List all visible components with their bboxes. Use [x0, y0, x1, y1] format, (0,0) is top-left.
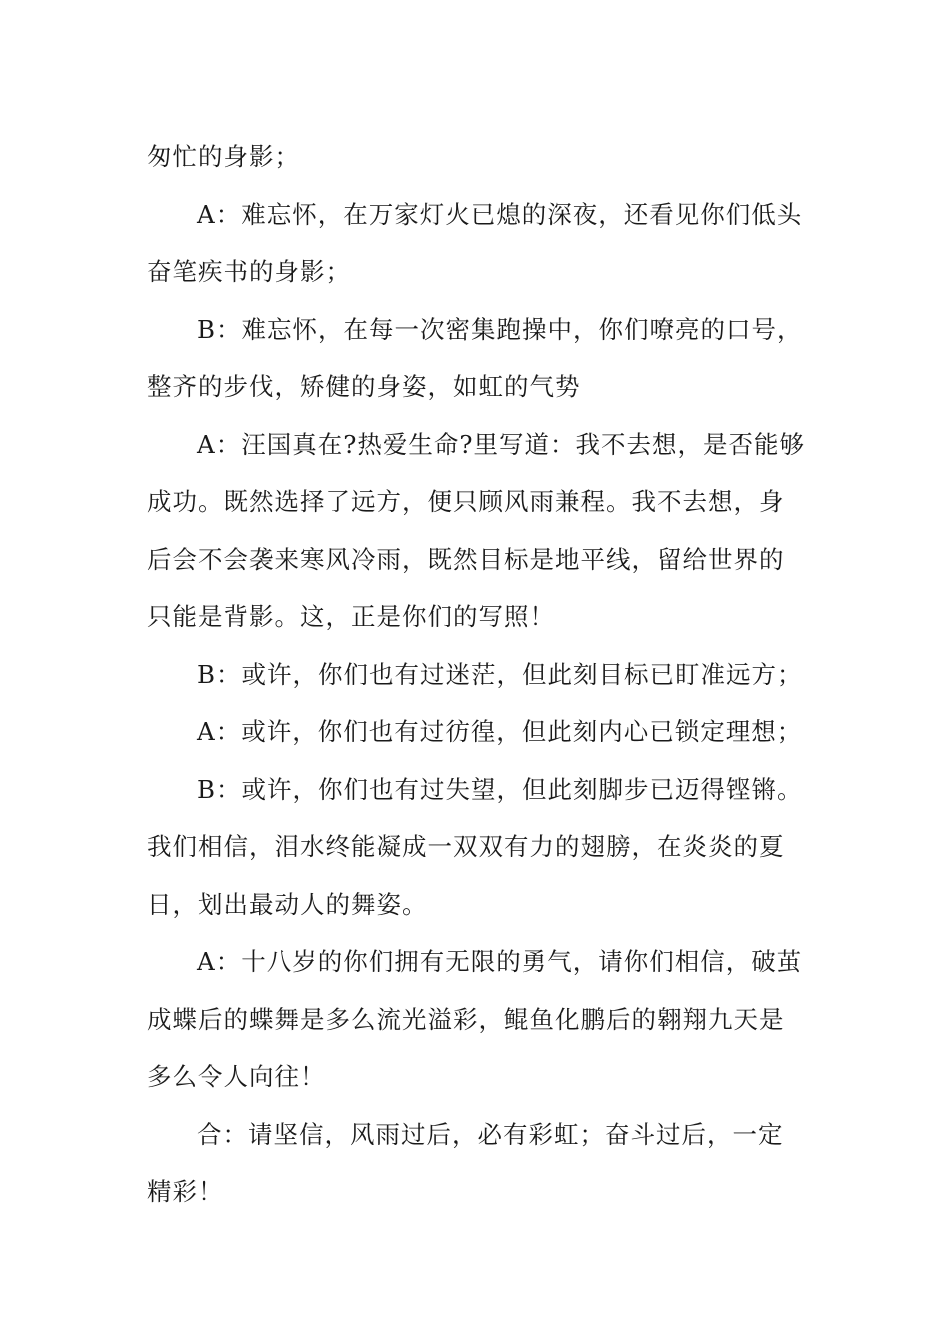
- text-line: B：难忘怀，在每一次密集跑操中，你们嘹亮的口号，: [197, 314, 803, 344]
- text-line: A：或许，你们也有过彷徨，但此刻内心已锁定理想；: [197, 717, 803, 746]
- text-line: 后会不会袭来寒风冷雨，既然目标是地平线，留给世界的: [147, 544, 785, 574]
- text-line: 精彩！: [147, 1177, 224, 1206]
- text-line: 成功。既然选择了远方，便只顾风雨兼程。我不去想，身: [147, 487, 785, 516]
- text-line: 匆忙的身影；: [147, 142, 300, 171]
- text-line: A：难忘怀，在万家灯火已熄的深夜，还看见你们低头: [197, 199, 803, 229]
- document-body: [147, 128, 807, 1221]
- text-line: 我们相信，泪水终能凝成一双双有力的翅膀，在炎炎的夏: [147, 832, 785, 861]
- text-line: B：或许，你们也有过迷茫，但此刻目标已盯准远方；: [197, 659, 803, 689]
- text-line: 整齐的步伐，矫健的身姿，如虹的气势: [147, 372, 581, 401]
- text-line: 只能是背影。这，正是你们的写照！: [147, 602, 555, 631]
- text-line: 成蝶后的蝶舞是多么流光溢彩，鲲鱼化鹏后的翱翔九天是: [147, 1004, 785, 1034]
- text-line: 多么令人向往！: [147, 1062, 326, 1091]
- text-line: 日，划出最动人的舞姿。: [147, 889, 428, 919]
- text-line: 合：请坚信，风雨过后，必有彩虹；奋斗过后，一定: [197, 1119, 784, 1149]
- text-block: [147, 128, 807, 1221]
- text-line: A：汪国真在?热爱生命?里写道：我不去想，是否能够: [197, 429, 805, 459]
- text-line: A：十八岁的你们拥有无限的勇气，请你们相信，破茧: [197, 947, 803, 976]
- text-line: 奋笔疾书的身影；: [147, 257, 351, 286]
- text-line: B：或许，你们也有过失望，但此刻脚步已迈得铿锵。: [197, 774, 803, 804]
